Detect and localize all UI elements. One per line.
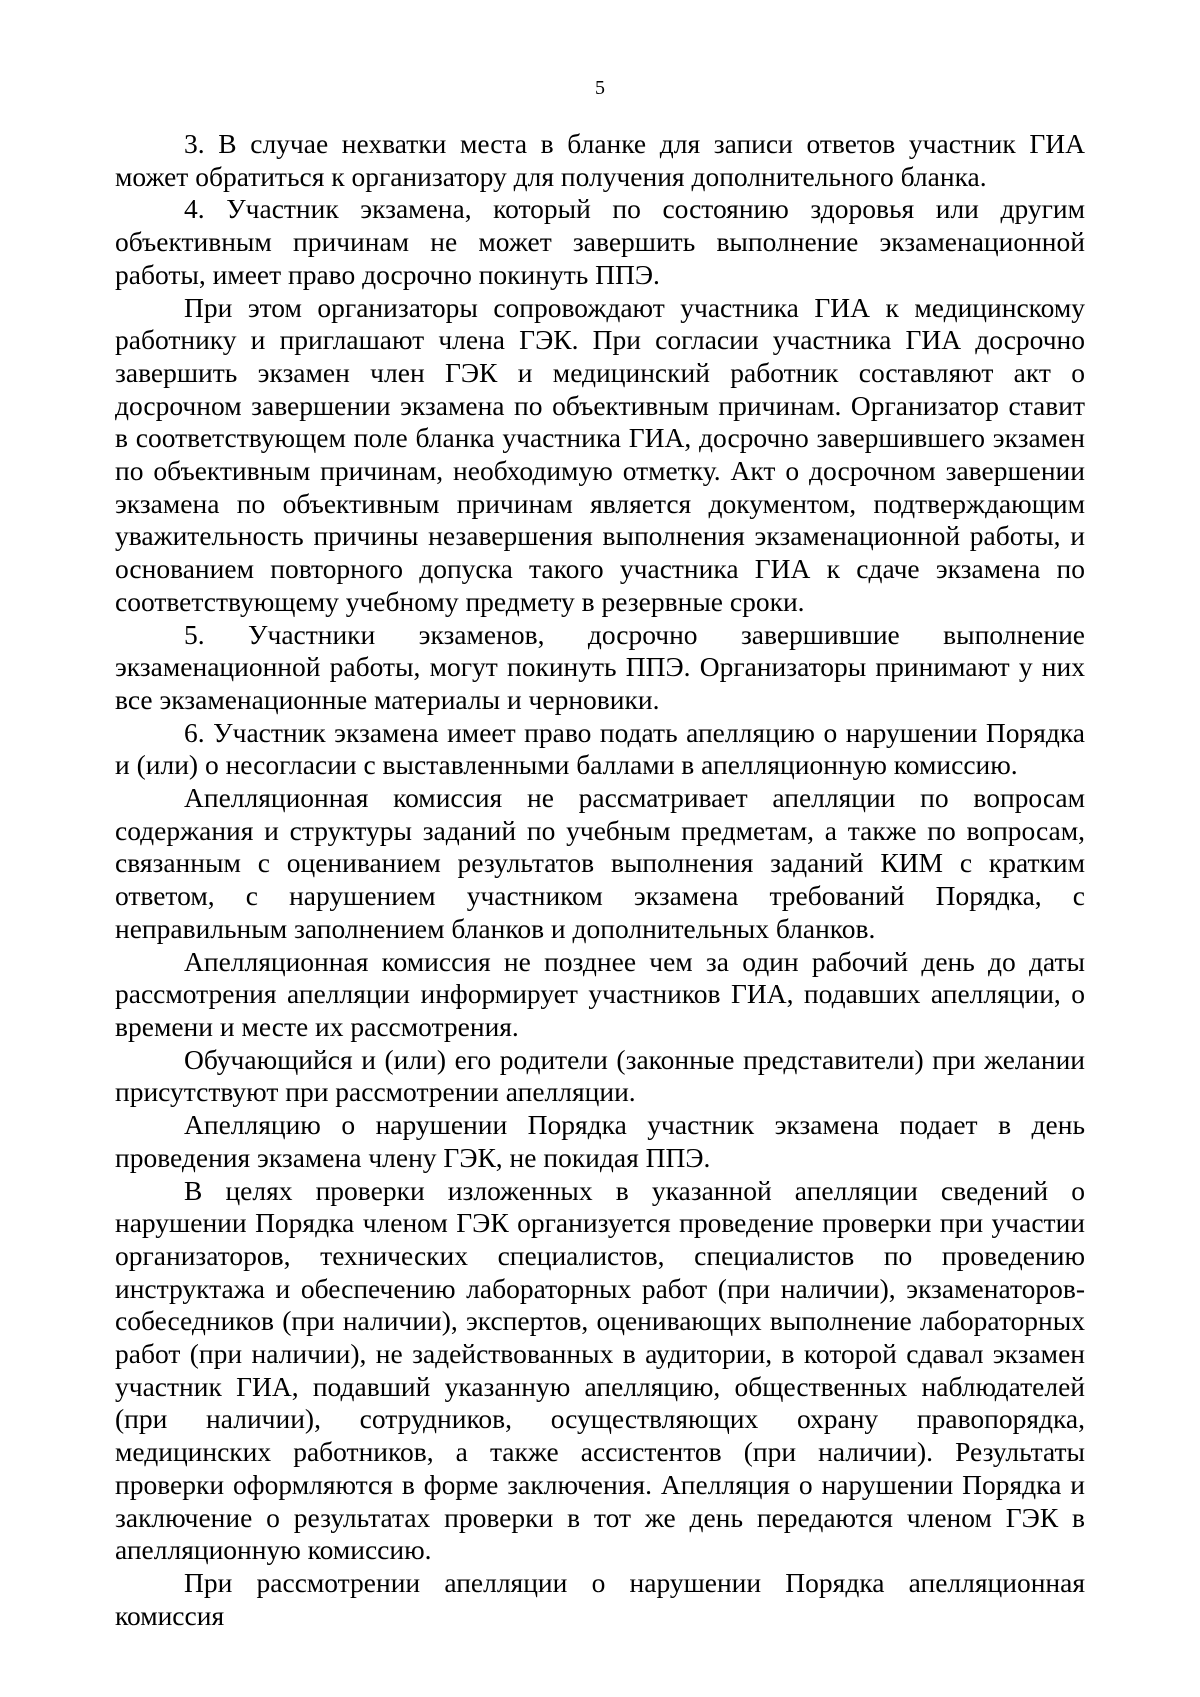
paragraph-appeal-notice: Апелляционная комиссия не позднее чем за один рабочий день до даты рассмотрения апелляции информирует участников ГИА, подавших апелляции, о времени и месте их рассмотрения. bbox=[115, 945, 1085, 1042]
paragraph-appeal-consideration: При рассмотрении апелляции о нарушении Порядка апелляционная комиссия bbox=[115, 1566, 1085, 1631]
paragraph-item-4: 4. Участник экзамена, который по состоянию здоровья или другим объективным причинам не может завершить выполнение экзаменационной работы, имеет право досрочно покинуть ППЭ. bbox=[115, 193, 1085, 290]
paragraph-appeal-verification: В целях проверки изложенных в указанной апелляции сведений о нарушении Порядка членом ГЭК организуется проведение проверки при участии организаторов, технических специалистов, специалистов по проведению инструктажа и обеспечению лабораторных работ (при наличии), экзаменаторов-собеседников (при наличии), экспертов, оценивающих выполнение лабораторных работ (при наличии), не задействованных в аудитории, в которой сдавал экзамен участник ГИА, подавший указанную апелляцию, общественных наблюдателей (при наличии), сотрудников, осуществляющих охрану правопорядка, медицинских работников, а также ассистентов (при наличии). Результаты проверки оформляются в форме заключения. Апелляция о нарушении Порядка и заключение о результатах проверки в тот же день передаются членом ГЭК в апелляционную комиссию. bbox=[115, 1174, 1085, 1566]
paragraph-item-3: 3. В случае нехватки места в бланке для записи ответов участник ГИА может обратиться к организатору для получения дополнительного бланка. bbox=[115, 128, 1085, 192]
paragraph-early-completion: При этом организаторы сопровождают участника ГИА к медицинскому работнику и приглашают члена ГЭК. При согласии участника ГИА досрочно завершить экзамен член ГЭК и медицинский работник составляют акт о досрочном завершении экзамена по объективным причинам. Организатор ставит в соответствующем поле бланка участника ГИА, досрочно завершившего экзамен по объективным причинам, необходимую отметку. Акт о досрочном завершении экзамена по объективным причинам является документом, подтверждающим уважительность причины незавершения выполнения экзаменационной работы, и основанием повторного допуска такого участника ГИА к сдаче экзамена по соответствующему учебному предмету в резервные сроки. bbox=[115, 291, 1085, 617]
document-body bbox=[115, 128, 1085, 1632]
paragraph-item-6: 6. Участник экзамена имеет право подать апелляцию о нарушении Порядка и (или) о несогласии с выставленными баллами в апелляционную комиссию. bbox=[115, 716, 1085, 781]
paragraph-appeal-scope: Апелляционная комиссия не рассматривает апелляции по вопросам содержания и структуры заданий по учебным предметам, а также по вопросам, связанным с оцениванием результатов выполнения заданий КИМ с кратким ответом, с нарушением участником экзамена требований Порядка, с неправильным заполнением бланков и дополнительных бланков. bbox=[115, 782, 1085, 944]
paragraph-appeal-submission: Апелляцию о нарушении Порядка участник экзамена подает в день проведения экзамена члену ГЭК, не покидая ППЭ. bbox=[115, 1109, 1085, 1173]
page-number: 5 bbox=[595, 77, 605, 99]
paragraph-item-5: 5. Участники экзаменов, досрочно завершившие выполнение экзаменационной работы, могут покинуть ППЭ. Организаторы принимают у них все экзаменационные материалы и черновики. bbox=[115, 618, 1085, 715]
paragraph-parents-presence: Обучающийся и (или) его родители (законные представители) при желании присутствуют при рассмотрении апелляции. bbox=[115, 1043, 1085, 1108]
